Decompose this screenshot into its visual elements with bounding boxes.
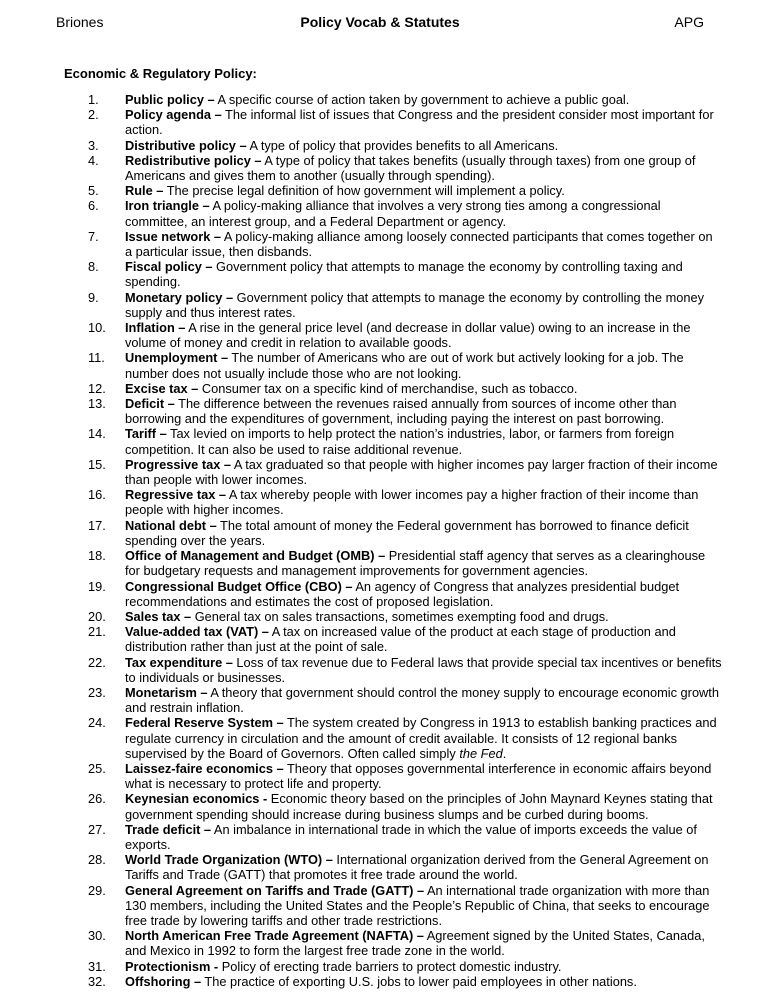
header-title: Policy Vocab & Statutes [300, 14, 460, 30]
item-term: Deficit – [125, 396, 175, 412]
item-term: Iron triangle – [125, 198, 210, 214]
item-number: 22. [88, 654, 106, 670]
item-definition: The practice of exporting U.S. jobs to lower paid employees in other nations. [201, 973, 637, 989]
item-number: 18. [88, 548, 106, 564]
item-definition: An imbalance in international trade in which the value of imports exceeds the value of exports. [125, 821, 697, 852]
item-text [125, 852, 722, 882]
page-header [56, 14, 704, 34]
list-item [0, 609, 768, 624]
item-text [125, 959, 722, 974]
item-text [125, 518, 722, 548]
item-definition-tail: . [502, 745, 507, 761]
item-number: 26. [88, 791, 106, 807]
item-number: 6. [88, 198, 99, 214]
item-definition: Government policy that attempts to manage the economy by controlling the money supply and thus interest rates. [125, 289, 704, 320]
item-definition: The total amount of money the Federal government has borrowed to finance deficit spending over the years. [125, 517, 689, 548]
list-item [0, 883, 768, 929]
item-number: 23. [88, 684, 106, 700]
item-definition: General tax on sales transactions, sometimes exempting food and drugs. [191, 608, 609, 624]
item-term: Issue network – [125, 228, 222, 244]
item-number: 14. [88, 426, 106, 442]
item-definition: Government policy that attempts to manage the economy by controlling taxing and spending. [125, 259, 683, 290]
list-item [0, 928, 768, 958]
item-definition: Policy of erecting trade barriers to protect domestic industry. [218, 958, 562, 974]
item-term: Rule – [125, 183, 164, 199]
item-definition: International organization derived from the General Agreement on Tariffs and Trade (GATT) that promotes it free trade around the world. [125, 852, 709, 883]
item-text [125, 229, 722, 259]
list-item [0, 852, 768, 882]
item-definition: The number of Americans who are out of work but actively looking for a job. The number does not usually include those who are not looking. [125, 350, 684, 381]
item-number: 10. [88, 320, 106, 336]
list-item [0, 518, 768, 548]
item-number: 8. [88, 259, 99, 275]
list-item [0, 655, 768, 685]
list-item [0, 183, 768, 198]
item-definition: A tax on increased value of the product at each stage of production and distribution rather than just at the point of sale. [125, 624, 676, 655]
item-term: National debt – [125, 517, 217, 533]
item-number: 24. [88, 715, 106, 731]
item-term: Unemployment – [125, 350, 229, 366]
item-term: World Trade Organization (WTO) – [125, 852, 333, 868]
item-definition: A theory that government should control the money supply to encourage economic growth and restrain inflation. [125, 684, 719, 716]
item-definition: Tax levied on imports to help protect the nation’s industries, labor, or farmers from foreign competition. It can also be used to raise additional revenue. [125, 426, 675, 457]
item-definition: Loss of tax revenue due to Federal laws that provide special tax incentives or benefits to individuals or businesses. [125, 654, 722, 685]
item-number: 30. [88, 928, 106, 944]
item-definition: The difference between the revenues raised annually from sources of income other than borrowing and the expenditures of government, including paying the interest on past borrowing. [125, 396, 677, 427]
item-number: 20. [88, 608, 106, 624]
item-number: 11. [88, 350, 105, 366]
list-item [0, 579, 768, 609]
item-definition: Consumer tax on a specific kind of merchandise, such as tobacco. [198, 380, 578, 396]
item-text [125, 928, 722, 958]
item-text [125, 259, 722, 289]
list-item [0, 350, 768, 380]
list-item [0, 381, 768, 396]
item-definition-italic: the Fed [459, 745, 503, 761]
list-item [0, 487, 768, 517]
item-definition: A rise in the general price level (and decrease in dollar value) owing to an increase in the volume of money and credit in relation to available goods. [125, 320, 691, 351]
list-item [0, 974, 768, 989]
item-term: Tax expenditure – [125, 654, 233, 670]
item-text [125, 487, 722, 517]
item-term: Laissez-faire economics – [125, 760, 284, 776]
item-text [125, 624, 722, 654]
list-item [0, 290, 768, 320]
item-number: 25. [88, 760, 106, 776]
item-term: North American Free Trade Agreement (NAFTA) – [125, 928, 424, 944]
list-item [0, 153, 768, 183]
list-item [0, 259, 768, 289]
item-number: 9. [88, 289, 99, 305]
item-number: 1. [88, 92, 99, 107]
item-definition: Economic theory based on the principles of John Maynard Keynes stating that government spending should increase during business slumps and be curbed during booms. [125, 791, 713, 822]
item-text [125, 198, 722, 228]
item-text [125, 426, 722, 456]
list-item [0, 548, 768, 578]
item-term: General Agreement on Tariffs and Trade (GATT) – [125, 882, 425, 898]
item-term: Monetarism – [125, 684, 208, 700]
section-title: Economic & Regulatory Policy: [64, 66, 257, 81]
item-text [125, 153, 722, 183]
item-text [125, 974, 722, 989]
item-term: Value-added tax (VAT) – [125, 624, 269, 640]
item-number: 16. [88, 487, 106, 503]
item-term: Inflation – [125, 320, 186, 336]
item-definition: Presidential staff agency that serves as a clearinghouse for budgetary requests and management improvements for government agencies. [125, 548, 706, 579]
item-definition: A specific course of action taken by government to achieve a public goal. [214, 92, 630, 107]
item-text [125, 655, 722, 685]
item-term: Public policy – [125, 92, 215, 107]
list-item [0, 685, 768, 715]
item-number: 29. [88, 882, 106, 898]
item-number: 27. [88, 821, 106, 837]
item-definition: Agreement signed by the United States, Canada, and Mexico in 1992 to form the largest free trade zone in the world. [125, 928, 705, 959]
item-definition: A type of policy that takes benefits (usually through taxes) from one group of Americans and gives them to another (usually through spending). [125, 152, 696, 184]
item-text [125, 715, 722, 761]
item-term: Monetary policy – [125, 289, 234, 305]
item-term: Offshoring – [125, 973, 202, 989]
item-text [125, 350, 722, 380]
list-item [0, 624, 768, 654]
item-term: Progressive tax – [125, 456, 231, 472]
list-item [0, 92, 768, 107]
item-text [125, 290, 722, 320]
item-term: Sales tax – [125, 608, 192, 624]
item-text [125, 761, 722, 791]
list-item [0, 822, 768, 852]
item-text [125, 791, 722, 821]
header-author: Briones [56, 14, 104, 30]
list-item [0, 107, 768, 137]
vocab-list [0, 92, 768, 989]
item-term: Regressive tax – [125, 487, 227, 503]
item-term: Policy agenda – [125, 107, 222, 123]
item-definition: An international trade organization with more than 130 members, including the United States and the People’s Republic of China, that seeks to encourage free trade by lowering tariffs and other trade restrictions. [125, 882, 710, 928]
list-item [0, 791, 768, 821]
item-text [125, 579, 722, 609]
list-item [0, 396, 768, 426]
item-definition: A tax graduated so that people with higher incomes pay larger fraction of their income than people with lower incomes. [125, 456, 718, 488]
item-text [125, 883, 722, 929]
item-text [125, 320, 722, 350]
item-text [125, 107, 722, 137]
item-text [125, 381, 722, 396]
item-term: Protectionism - [125, 958, 219, 974]
list-item [0, 426, 768, 456]
list-item [0, 320, 768, 350]
list-item [0, 761, 768, 791]
item-definition: A policy-making alliance among loosely connected participants that comes together on a particular issue, then disbands. [125, 228, 713, 260]
item-number: 3. [88, 137, 99, 153]
item-term: Office of Management and Budget (OMB) – [125, 548, 386, 564]
item-number: 31. [88, 958, 106, 974]
item-term: Keynesian economics - [125, 791, 268, 807]
item-number: 21. [88, 624, 106, 640]
item-number: 28. [88, 852, 106, 868]
item-number: 2. [88, 107, 99, 123]
list-item [0, 959, 768, 974]
item-text [125, 822, 722, 852]
list-item [0, 229, 768, 259]
item-term: Federal Reserve System – [125, 715, 284, 731]
item-text [125, 92, 722, 107]
list-item [0, 198, 768, 228]
item-text [125, 396, 722, 426]
item-term: Congressional Budget Office (CBO) – [125, 578, 353, 594]
item-number: 12. [88, 380, 106, 396]
item-definition: The informal list of issues that Congress and the president consider most important for action. [125, 107, 714, 138]
item-term: Fiscal policy – [125, 259, 213, 275]
item-number: 32. [88, 973, 106, 989]
item-definition: A tax whereby people with lower incomes pay a higher fraction of their income than people with higher incomes. [125, 487, 699, 518]
item-number: 4. [88, 152, 99, 168]
item-text [125, 457, 722, 487]
item-term: Excise tax – [125, 380, 199, 396]
item-number: 7. [88, 228, 99, 244]
item-text [125, 183, 722, 198]
item-definition: An agency of Congress that analyzes presidential budget recommendations and estimates the cost of proposed legislation. [125, 578, 680, 609]
item-definition: A policy-making alliance that involves a very strong ties among a congressional committee, an interest group, and a Federal Department or agency. [125, 198, 661, 229]
item-number: 19. [88, 578, 106, 594]
list-item [0, 138, 768, 153]
list-item [0, 457, 768, 487]
item-text [125, 609, 722, 624]
item-term: Tariff – [125, 426, 167, 442]
item-definition: The precise legal definition of how government will implement a policy. [163, 183, 565, 199]
header-course: APG [674, 14, 704, 30]
item-term: Trade deficit – [125, 821, 212, 837]
item-text [125, 685, 722, 715]
list-item [0, 715, 768, 761]
item-number: 5. [88, 183, 99, 199]
item-text [125, 548, 722, 578]
item-term: Redistributive policy – [125, 152, 262, 168]
item-definition: A type of policy that provides benefits to all Americans. [246, 137, 559, 153]
item-number: 13. [88, 396, 106, 412]
item-definition: Theory that opposes governmental interference in economic affairs beyond what is necessary to protect life and property. [125, 760, 712, 792]
item-number: 17. [88, 517, 106, 533]
item-term: Distributive policy – [125, 137, 247, 153]
item-text [125, 138, 722, 153]
item-definition: The system created by Congress in 1913 to establish banking practices and regulate currency in circulation and the amount of credit available. It consists of 12 regional banks supervised by the Board of Governors. Often called simply [125, 715, 717, 761]
item-number: 15. [88, 456, 106, 472]
